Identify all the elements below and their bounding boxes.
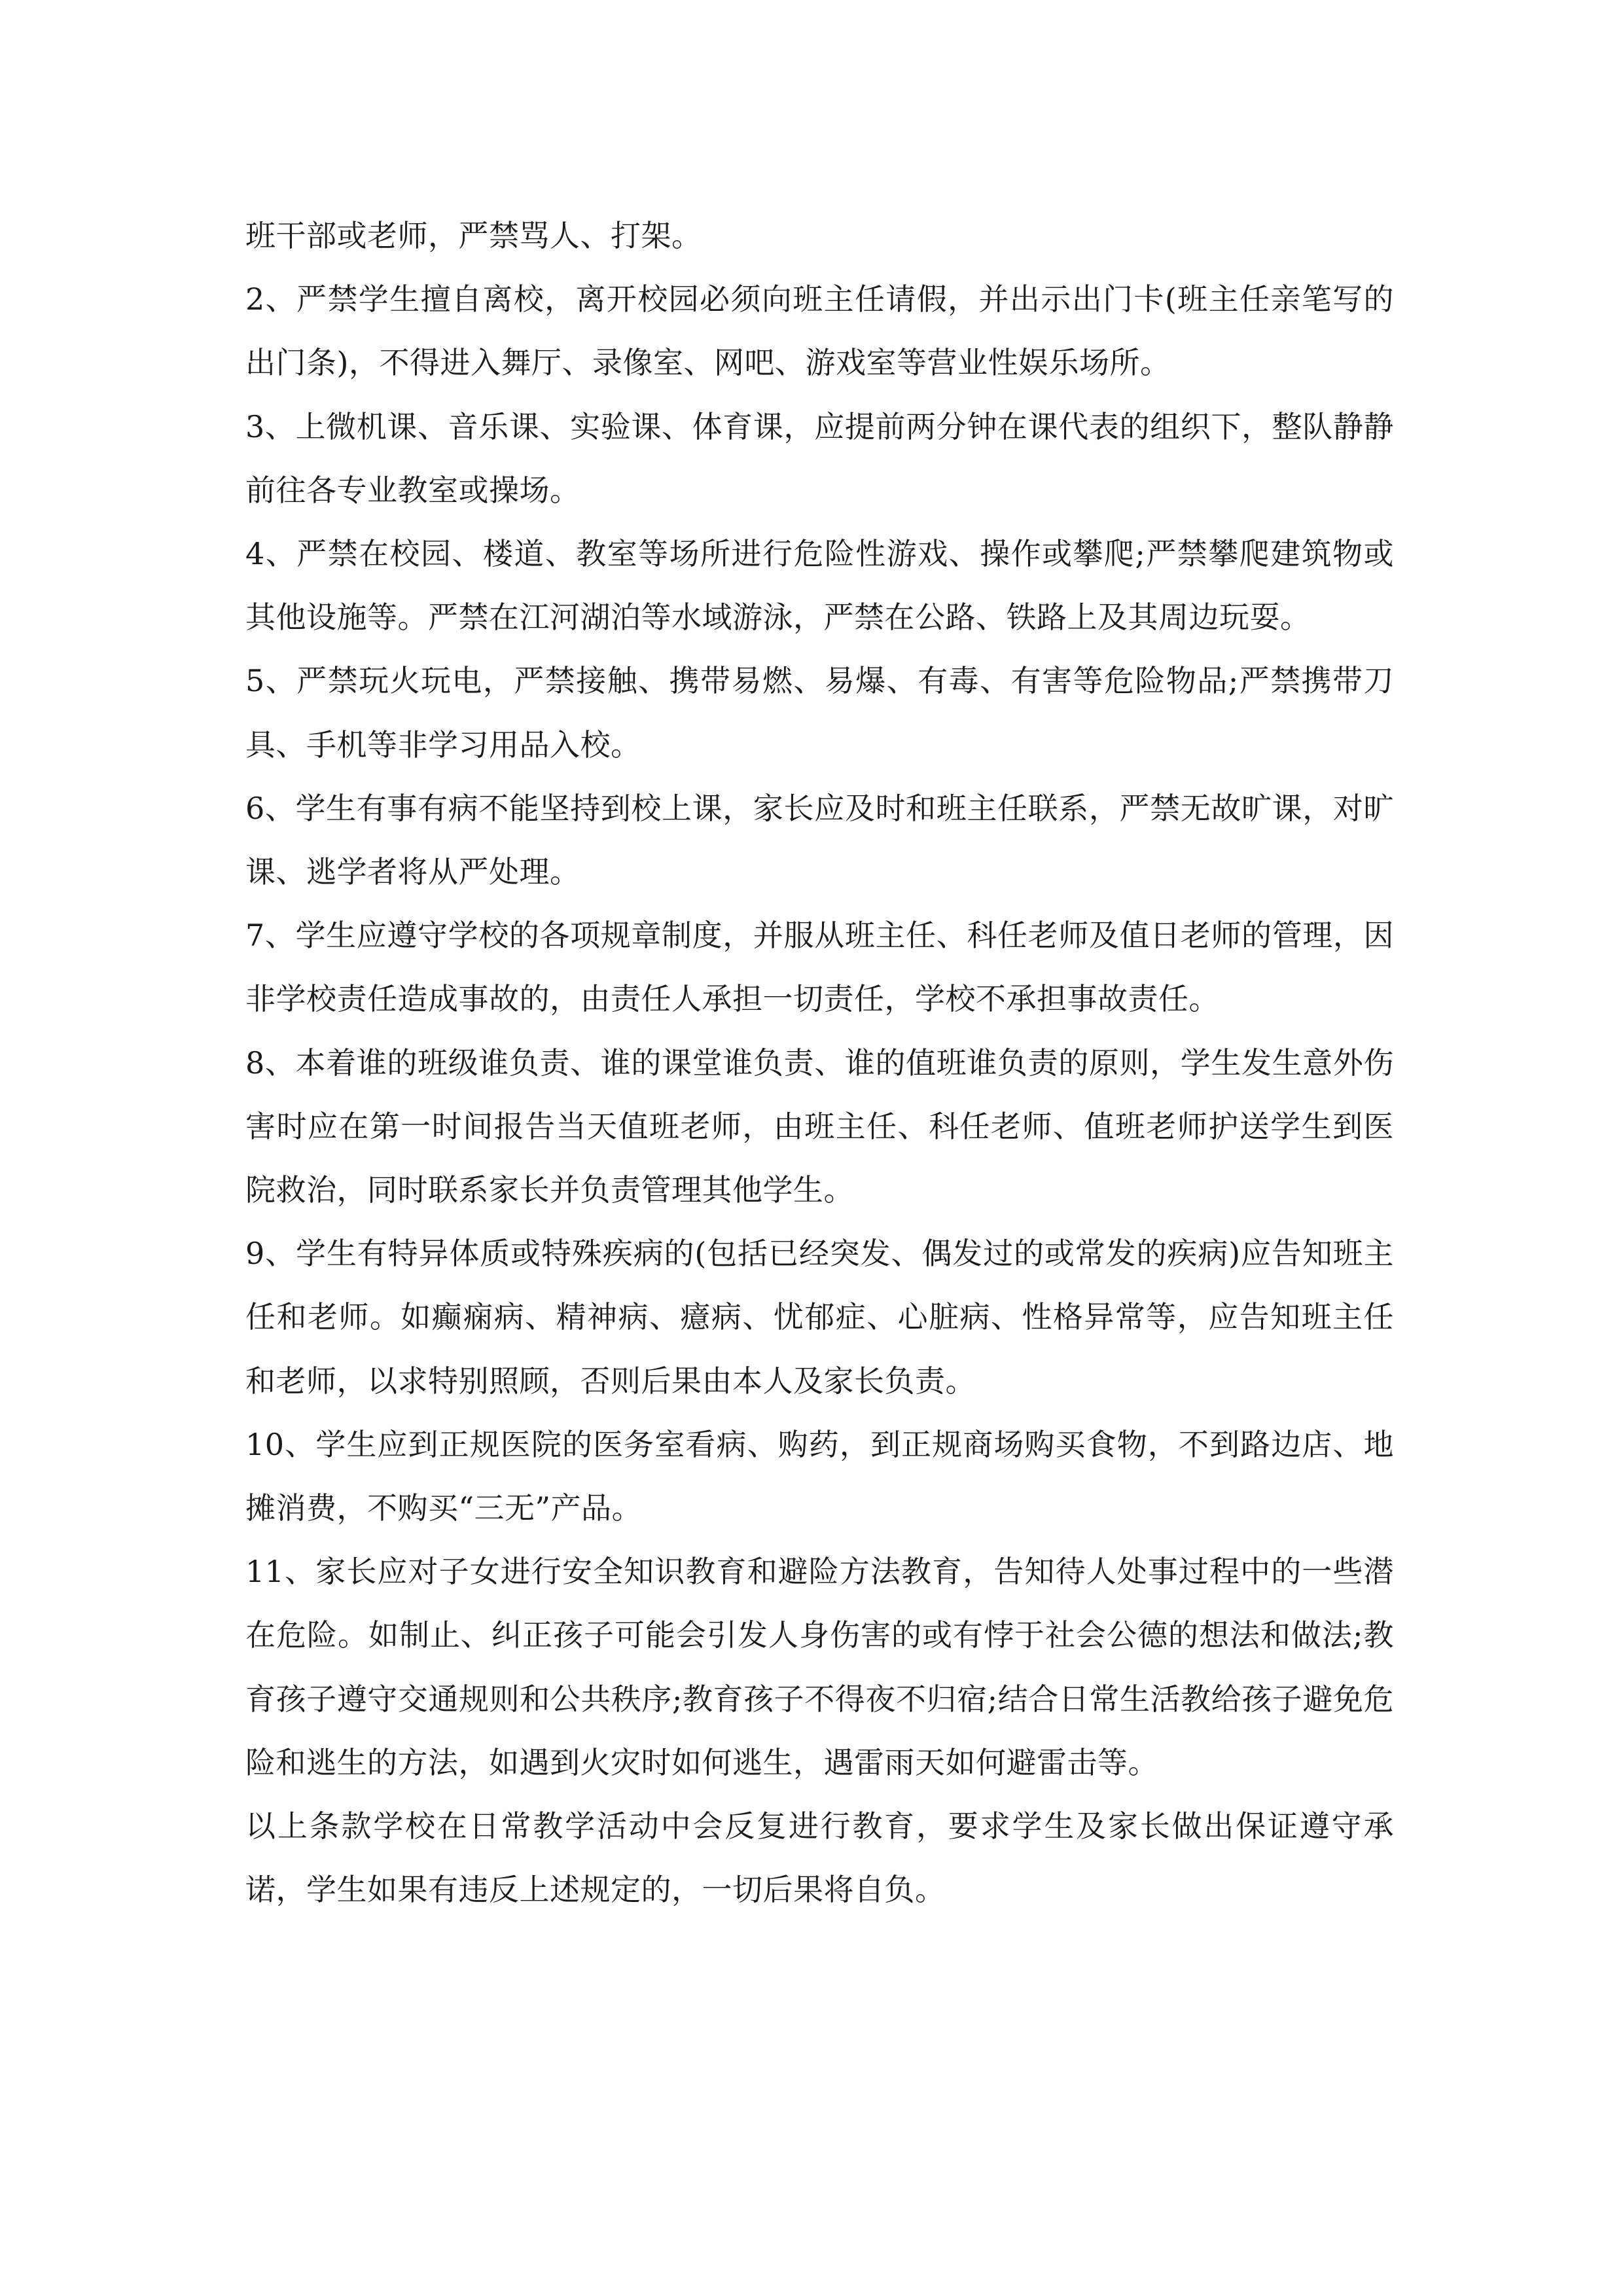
paragraph-rule-11: 11、家长应对子女进行安全知识教育和避险方法教育，告知待人处事过程中的一些潜在危险。如制止、纠正孩子可能会引发人身伤害的或有悖于社会公德的想法和做法;教育孩子遵守交通规则和公共秩序;教育孩子不得夜不归宿;结合日常生活教给孩子避免危险和逃生的方法，如遇到火灾时如何逃生，遇雷雨天如何避雷击等。 (245, 1554, 1394, 1780)
paragraph-rule-2: 2、严禁学生擅自离校，离开校园必须向班主任请假，并出示出门卡(班主任亲笔写的出门条)，不得进入舞厅、录像室、网吧、游戏室等营业性娱乐场所。 (245, 281, 1394, 381)
paragraph-rule-4: 4、严禁在校园、楼道、教室等场所进行危险性游戏、操作或攀爬;严禁攀爬建筑物或其他设施等。严禁在江河湖泊等水域游泳，严禁在公路、铁路上及其周边玩耍。 (245, 536, 1394, 636)
paragraph-closing: 以上条款学校在日常教学活动中会反复进行教育，要求学生及家长做出保证遵守承诺，学生如果有违反上述规定的，一切后果将自负。 (245, 1808, 1394, 1908)
paragraph-rule-10: 10、学生应到正规医院的医务室看病、购药，到正规商场购买食物，不到路边店、地摊消费，不购买“三无”产品。 (245, 1426, 1394, 1526)
paragraph-rule-7: 7、学生应遵守学校的各项规章制度，并服从班主任、科任老师及值日老师的管理，因非学校责任造成事故的，由责任人承担一切责任，学校不承担事故责任。 (245, 918, 1394, 1017)
paragraph-rule-9: 9、学生有特异体质或特殊疾病的(包括已经突发、偶发过的或常发的疾病)应告知班主任和老师。如癫痫病、精神病、癔病、忧郁症、心脏病、性格异常等，应告知班主任和老师，以求特别照顾，否则后果由本人及家长负责。 (245, 1236, 1394, 1399)
paragraph-continuation: 班干部或老师，严禁骂人、打架。 (245, 218, 702, 253)
paragraph-rule-3: 3、上微机课、音乐课、实验课、体育课，应提前两分钟在课代表的组织下，整队静静前往各专业教室或操场。 (245, 408, 1394, 508)
paragraph-rule-6: 6、学生有事有病不能坚持到校上课，家长应及时和班主任联系，严禁无故旷课，对旷课、逃学者将从严处理。 (245, 790, 1394, 890)
paragraph-rule-8: 8、本着谁的班级谁负责、谁的课堂谁负责、谁的值班谁负责的原则，学生发生意外伤害时应在第一时间报告当天值班老师，由班主任、科任老师、值班老师护送学生到医院救治，同时联系家长并负责管理其他学生。 (245, 1045, 1394, 1208)
document-body (245, 204, 1394, 1922)
paragraph-rule-5: 5、严禁玩火玩电，严禁接触、携带易燃、易爆、有毒、有害等危险物品;严禁携带刀具、手机等非学习用品入校。 (245, 663, 1394, 762)
